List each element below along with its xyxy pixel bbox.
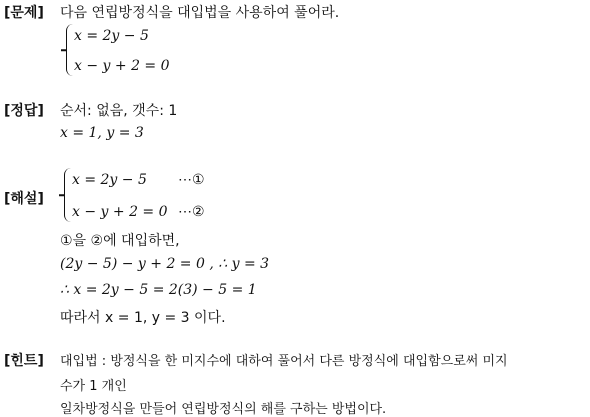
answer-label: [정답]: [4, 103, 44, 119]
solution-step-4: 따라서 x = 1, y = 3 이다.: [60, 310, 226, 326]
problem-equation-2: x − y + 2 = 0: [74, 58, 170, 74]
hint-line-3: 일차방정식을 만들어 연립방정식의 해를 구하는 방법이다.: [60, 402, 387, 417]
solution-equation-2: x − y + 2 = 0: [72, 204, 168, 220]
solution-step-3: ∴ x = 2y − 5 = 2(3) − 5 = 1: [60, 282, 257, 298]
answer-line-2: x = 1, y = 3: [60, 125, 144, 141]
hint-line-1: 대입법 : 방정식을 한 미지수에 대하여 풀어서 다른 방정식에 대입함으로써 미지: [60, 354, 508, 369]
problem-brace: [66, 24, 73, 76]
hint-label: [힌트]: [4, 353, 44, 369]
problem-equation-1: x = 2y − 5: [74, 28, 149, 44]
solution-equation-2-mark: ⋯②: [178, 204, 205, 220]
problem-label: [문제]: [4, 5, 44, 21]
solution-brace: [64, 168, 71, 222]
answer-line-1: 순서: 없음, 갯수: 1: [60, 103, 178, 119]
solution-label: [해설]: [4, 191, 44, 207]
solution-equation-1: x = 2y − 5: [72, 172, 147, 188]
solution-equation-1-mark: ⋯①: [178, 172, 205, 188]
solution-step-1: ①을 ②에 대입하면,: [60, 233, 180, 249]
solution-step-2: (2y − 5) − y + 2 = 0 , ∴ y = 3: [60, 256, 270, 272]
hint-line-2: 수가 1 개인: [60, 379, 127, 394]
problem-instruction: 다음 연립방정식을 대입법을 사용하여 풀어라.: [60, 5, 340, 21]
